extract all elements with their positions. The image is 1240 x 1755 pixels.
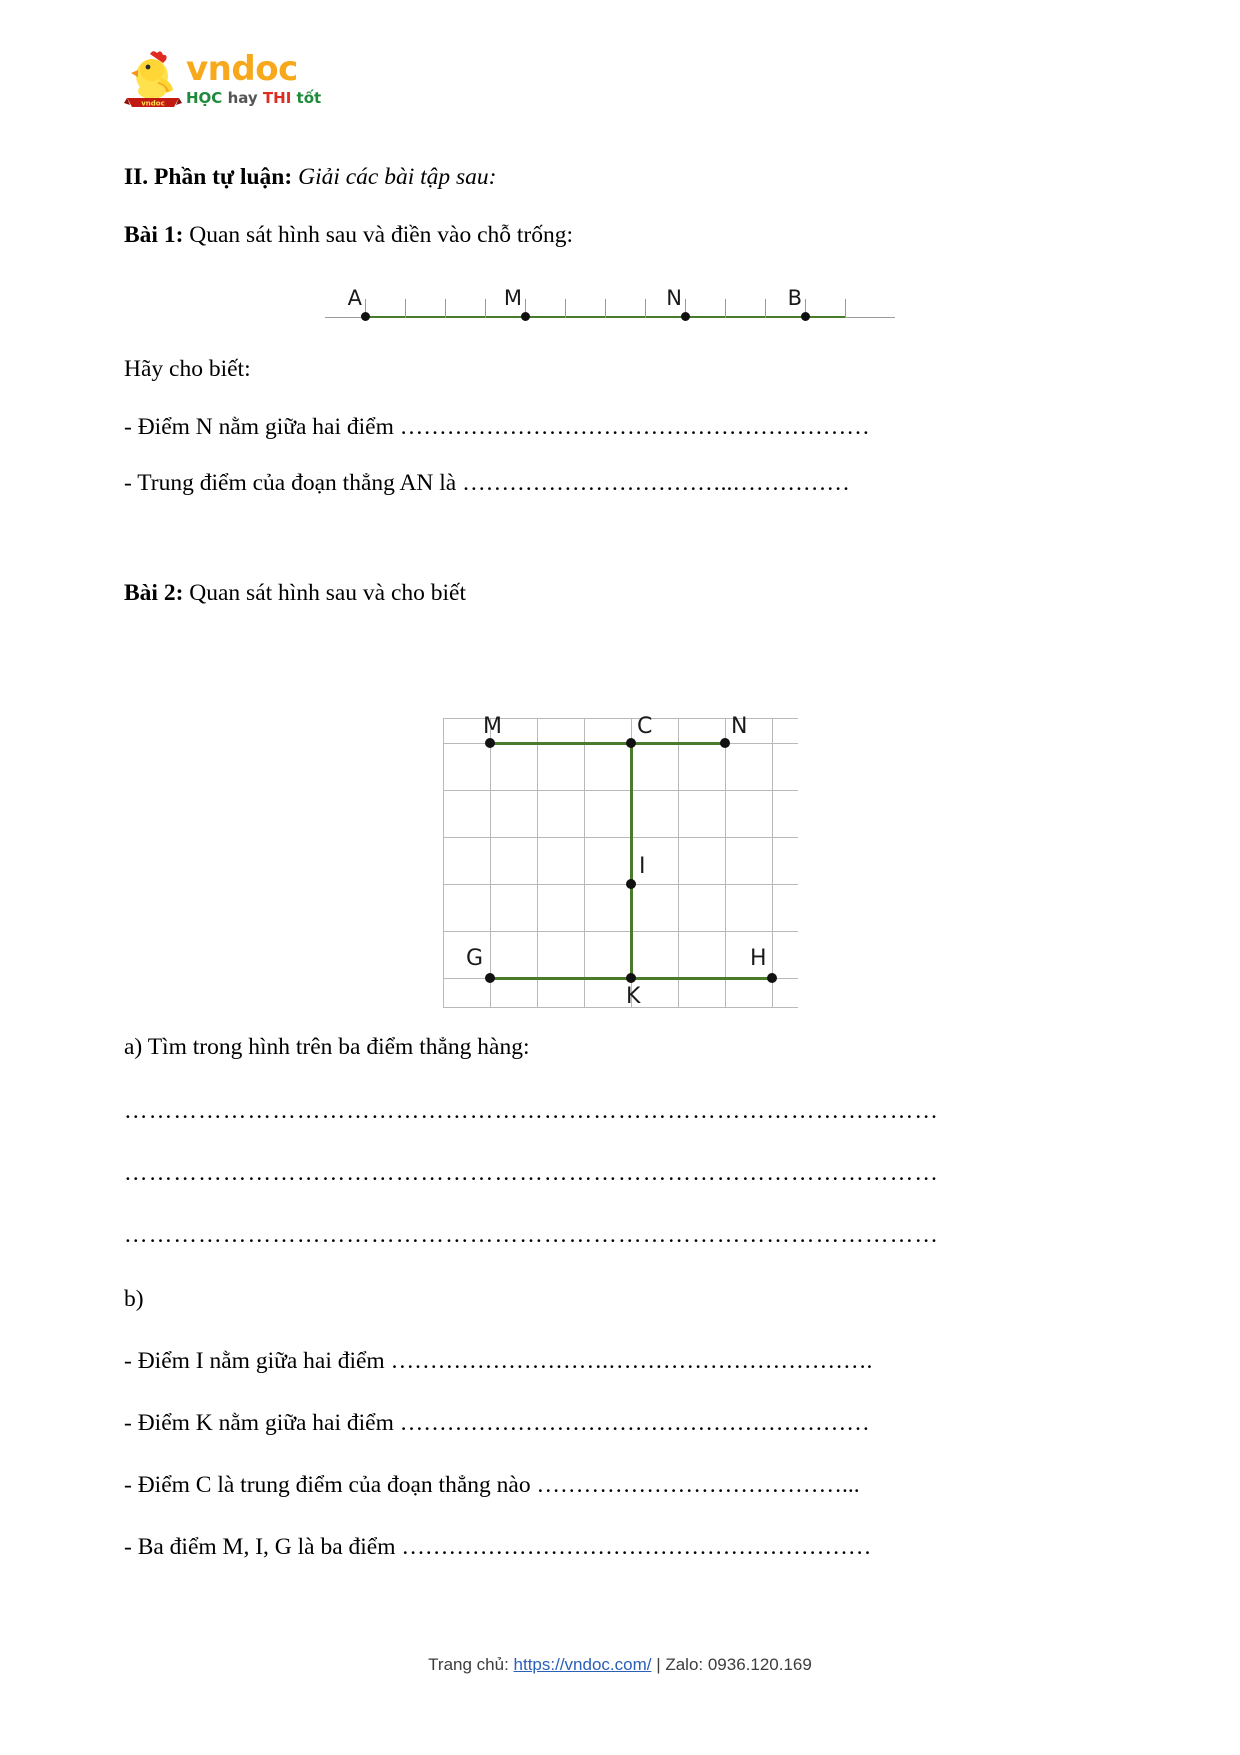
bai1-blank-2[interactable]: - Trung điểm của đoạn thẳng AN là ……………………………..…………… [124, 470, 850, 496]
grid-figure [443, 714, 798, 1009]
section-heading [124, 166, 497, 190]
footer-prefix: Trang chủ: [428, 1655, 514, 1674]
bai2-b-blank-3[interactable]: - Điểm C là trung điểm của đoạn thẳng nào …………………………………... [124, 1472, 860, 1498]
grid-label-m: M [483, 714, 502, 739]
bai2-part-b: b) [124, 1286, 144, 1312]
bai1-ask: Hãy cho biết: [124, 356, 251, 382]
chick-mascot-icon [124, 48, 182, 114]
number-line-point-a [361, 312, 370, 321]
bai2-a-blank-3[interactable]: ……………………………………………………………………………………… [124, 1222, 940, 1248]
vndoc-logo [124, 48, 424, 120]
bai2-a-blank-2[interactable]: ……………………………………………………………………………………… [124, 1160, 940, 1186]
grid-label-n: N [731, 714, 748, 739]
number-line-label-b: B [787, 286, 802, 310]
bai1-prompt-text: Quan sát hình sau và điền vào chỗ trống: [189, 222, 574, 248]
logo-wordmark [186, 50, 321, 107]
grid-point-m [485, 738, 495, 748]
number-line-label-m: M [503, 286, 522, 310]
tagline-thi: THI [262, 89, 292, 107]
tagline-tot: tốt [296, 89, 322, 107]
bai2-label: Bài 2: [124, 580, 184, 606]
grid-label-h: H [750, 946, 767, 971]
bai2-part-a: a) Tìm trong hình trên ba điểm thẳng hàng: [124, 1034, 530, 1060]
grid-segment-ck [630, 743, 633, 979]
tagline-hoc: HỌC [186, 89, 223, 107]
section-heading-italic: Giải các bài tập sau: [298, 164, 497, 190]
grid-label-k: K [626, 984, 641, 1009]
bai2-b-blank-1[interactable]: - Điểm I nằm giữa hai điểm ……………………….……………………………. [124, 1348, 873, 1374]
footer-suffix: | Zalo: 0936.120.169 [651, 1655, 812, 1674]
logo-brand-text: vndoc [186, 49, 298, 89]
bai2-a-blank-1[interactable]: ……………………………………………………………………………………… [124, 1098, 940, 1124]
section-heading-bold: II. Phần tự luận: [124, 164, 293, 190]
grid-point-h [767, 973, 777, 983]
bai1-label: Bài 1: [124, 222, 184, 248]
svg-text:vndoc: vndoc [141, 99, 165, 108]
number-line-label-a: A [347, 286, 362, 310]
grid-point-c [626, 738, 636, 748]
number-line-label-n: N [666, 286, 682, 310]
grid-point-n [720, 738, 730, 748]
logo-tagline [186, 89, 321, 107]
grid-point-g [485, 973, 495, 983]
grid-segment-mn [490, 742, 725, 745]
grid-label-g: G [466, 946, 484, 971]
grid-lines [443, 718, 798, 1008]
bai2-prompt-text: Quan sát hình sau và cho biết [189, 580, 466, 606]
grid-point-i [626, 879, 636, 889]
bai2-prompt [124, 582, 466, 606]
number-line-point-n [681, 312, 690, 321]
bai1-prompt [124, 224, 573, 248]
tagline-hay: hay [227, 89, 258, 107]
number-line-figure [325, 282, 895, 342]
number-line-point-b [801, 312, 810, 321]
bai2-b-blank-2[interactable]: - Điểm K nằm giữa hai điểm …………………………………………………… [124, 1410, 870, 1436]
grid-point-k [626, 973, 636, 983]
footer-link[interactable]: https://vndoc.com/ [513, 1655, 652, 1674]
number-line-point-m [521, 312, 530, 321]
bai2-b-blank-4[interactable]: - Ba điểm M, I, G là ba điểm …………………………………………………… [124, 1534, 872, 1560]
page-footer [0, 1655, 1240, 1675]
grid-label-i: I [639, 854, 646, 879]
bai1-blank-1[interactable]: - Điểm N nằm giữa hai điểm …………………………………………………… [124, 414, 870, 440]
grid-label-c: C [637, 714, 653, 739]
